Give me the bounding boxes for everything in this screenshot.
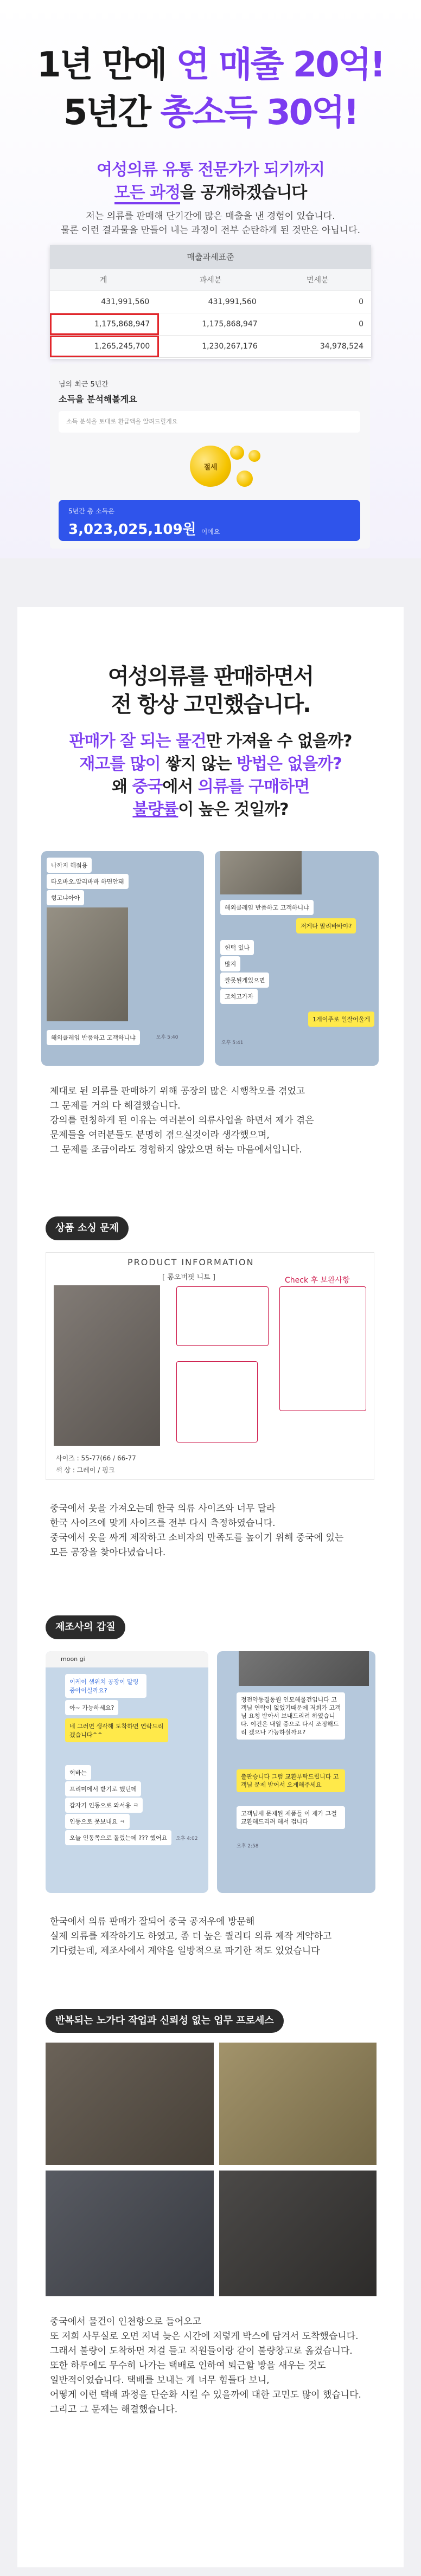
warehouse-photo [46,2171,214,2296]
paragraph: 중국에서 물건이 인천항으로 들어오고 또 저희 사무실로 오면 저녁 늦은 시간에 저렇게 박스에 담겨서 도착했습니다. 그래서 불량이 도착하면 저걸 들고 직원들이랑 같이 불량창고로 옮겼습니다. 또한 하루에도 무수히 나가는 택배로 인하여 퇴근할 방을 새우는 것도 일반적이었습니다. 택배를 보내는 게 너무 힘들다 보니, 어떻게 이런 택배 과정을 단순화 시킬 수 있을까에 대한 고민도 많이 했습니다. 그리고 그 문제는 해결했습니다. [50,2316,361,2415]
section-title1: 여성의류를 판매하면서 [107,664,314,689]
summary-pill: 소득 분석을 토대로 환급액을 알려드릴게요 [59,411,360,433]
summary-title2: 소득을 분석해볼게요 [59,394,137,404]
tax-table-header: 매출과세표준 [50,245,371,269]
product-spec-sheet: PRODUCT INFORMATION [ 롱오버핏 니트 ] Check 후 보완사항 사이즈 : 55-77(66 / 66-77 색 상 : 그레이 / 핑크 [46,1252,374,1480]
warehouse-photo [219,2043,377,2165]
hero-title-line1: 1년 만에 연 매출 20억! [37,45,384,85]
section-title2: 전 항상 고민했습니다. [111,692,310,717]
hero-title-highlight2: 총소득 30억! [160,93,358,133]
chat-screenshot: 정전약동결동원 인모해물건입니다 고객님 연락이 없었기때문에 저희가 고객님 요청 받아서 보내드리려 하였습니다. 이건은 내일 중으로 다시 조정해드리 겠으나 가능하실까요? 출판승니다 그럼 교환부탁드립니다 고객님 문제 받어서 오게해주세요 고객님세 문제된 제품들 이 제가 그걸 교환해드리려 해서 겁니다 오후 2:58 [217,1651,375,1893]
section-label: 반복되는 노가다 작업과 신뢰성 없는 업무 프로세스 [46,2009,284,2033]
tax-table-columns: 계 과세분 면세분 [50,269,371,291]
paragraph: 중국에서 옷을 가져오는데 한국 의류 사이즈와 너무 달라 한국 사이즈에 맞게 사이즈를 전부 다시 측정하였습니다. 중국에서 옷을 싸게 제작하고 소비자의 만족도를 높이기 위해 중국에 있는 모든 공장을 찾아다녔습니다. [50,1503,344,1558]
highlight-box: 1,265,245,700 [50,336,159,357]
chat-header: moon gi [46,1651,208,1667]
hero-body2: 물론 이런 결과물을 만들어 내는 과정이 전부 순탄하게 된 것만은 아닙니다. [60,225,361,236]
handwritten-notes [279,1286,366,1411]
warehouse-photo [219,2171,377,2296]
total-income-value: 3,023,025,109원 [68,521,196,538]
chat-screenshot: 나까지 해줘용 타오바오,알리바바 하면안돼 헝고냐아아 해외클레임 반품하고 고객하니냐 오후 5:40 [41,851,204,1066]
hero-section [0,0,421,558]
coin-icon [237,471,253,487]
parcel-photo [47,907,128,1021]
hero-title-line2: 5년간 총소득 30억! [63,93,358,133]
parcel-photo [220,851,302,894]
coin-icon [248,450,260,462]
hero-body1: 저는 의류를 판매해 단기간에 많은 매출을 낸 경험이 있습니다. [86,211,335,222]
hero-subtitle1: 여성의류 유통 전문가가 되기까지 [96,160,325,179]
table-row: 1,265,245,700 1,230,267,176 34,978,524 [50,336,371,358]
table-row: 1,175,868,947 1,175,868,947 0 [50,313,371,336]
paragraph: 제대로 된 의류를 판매하기 위해 공장의 많은 시행착오를 겪었고 그 문제를 거의 다 해결했습니다. 강의를 런칭하게 된 이유는 여러분이 의류사업을 하면서 제가 겪은 문제들을 여러분들도 분명히 겪으실것이라 생각했으며, 그 문제를 조금이라도 경험하지 않았으면 하는 마음에서입니다. [50,1086,314,1155]
coin-icon [230,446,244,460]
story-section [0,558,421,2576]
question4: 불량률이 높은 것일까? [132,800,289,819]
model-photo [54,1285,160,1446]
hero-subtitle2: 모든 과정을 공개하겠습니다 [0,179,421,203]
sketch-diagram [176,1361,258,1442]
warehouse-photo [46,2043,214,2165]
section-label: 제조사의 갑질 [46,1615,125,1639]
highlight-box: 1,175,868,947 [50,313,159,335]
question3: 왜 중국에서 의류를 구매하면 [111,777,310,796]
table-row: 431,991,560 431,991,560 0 [50,291,371,313]
paragraph: 한국에서 의류 판매가 잘되어 중국 공저우에 방문해 실제 의류를 제작하기도 하였고, 좀 더 높은 퀄리티 의류 제작 계약하고 기다렸는데, 제조사에서 계약을 일방적으로 파기한 적도 있었습니다 [50,1916,332,1956]
question2: 재고를 많이 쌓지 않는 방법은 없을까? [79,755,342,774]
total-income-bar: 5년간 총 소득은 3,023,025,109원 이에요 [59,500,360,541]
section-label: 상품 소싱 문제 [46,1216,129,1240]
chat-screenshot: 해외클레임 반품하고 고객하니냐 저게다 말리바바야? 헌턱 있나 많지 잘못된게있으면 고치고가자 1게이주로 일잘어울게 오후 5:41 [215,851,379,1066]
spec-color: 색 상 : 그레이 / 핑크 [56,1466,115,1474]
sketch-diagram [176,1286,269,1346]
hero-title-highlight1: 연 매출 20억! [176,45,384,85]
spec-size: 사이즈 : 55-77(66 / 66-77 [56,1454,136,1462]
summary-title1: 님의 최근 5년간 [59,381,109,389]
fabric-photo [239,1651,369,1686]
income-summary-card [50,364,370,549]
question1: 판매가 잘 되는 물건만 가져올 수 없을까? [69,732,352,751]
coin-icon: 절세 [190,446,231,487]
chat-screenshot: moon gi 이케이 샘위치 공장이 말링중아이실까요? 아~ 가능하세요? 네 그러면 생각해 도착하면 연락드리겠습니다^^ 헉바는 프리미에서 받기로 했던데 갑자기 인동으로 와서용 ㅋ 인동으로 못보내요 ㅋ 오늘 인동쪽으로 돌렸는데 ??? 했어요 오후 4:02 [46,1651,208,1893]
tax-table-card [50,245,371,359]
story-panel [17,607,404,2567]
